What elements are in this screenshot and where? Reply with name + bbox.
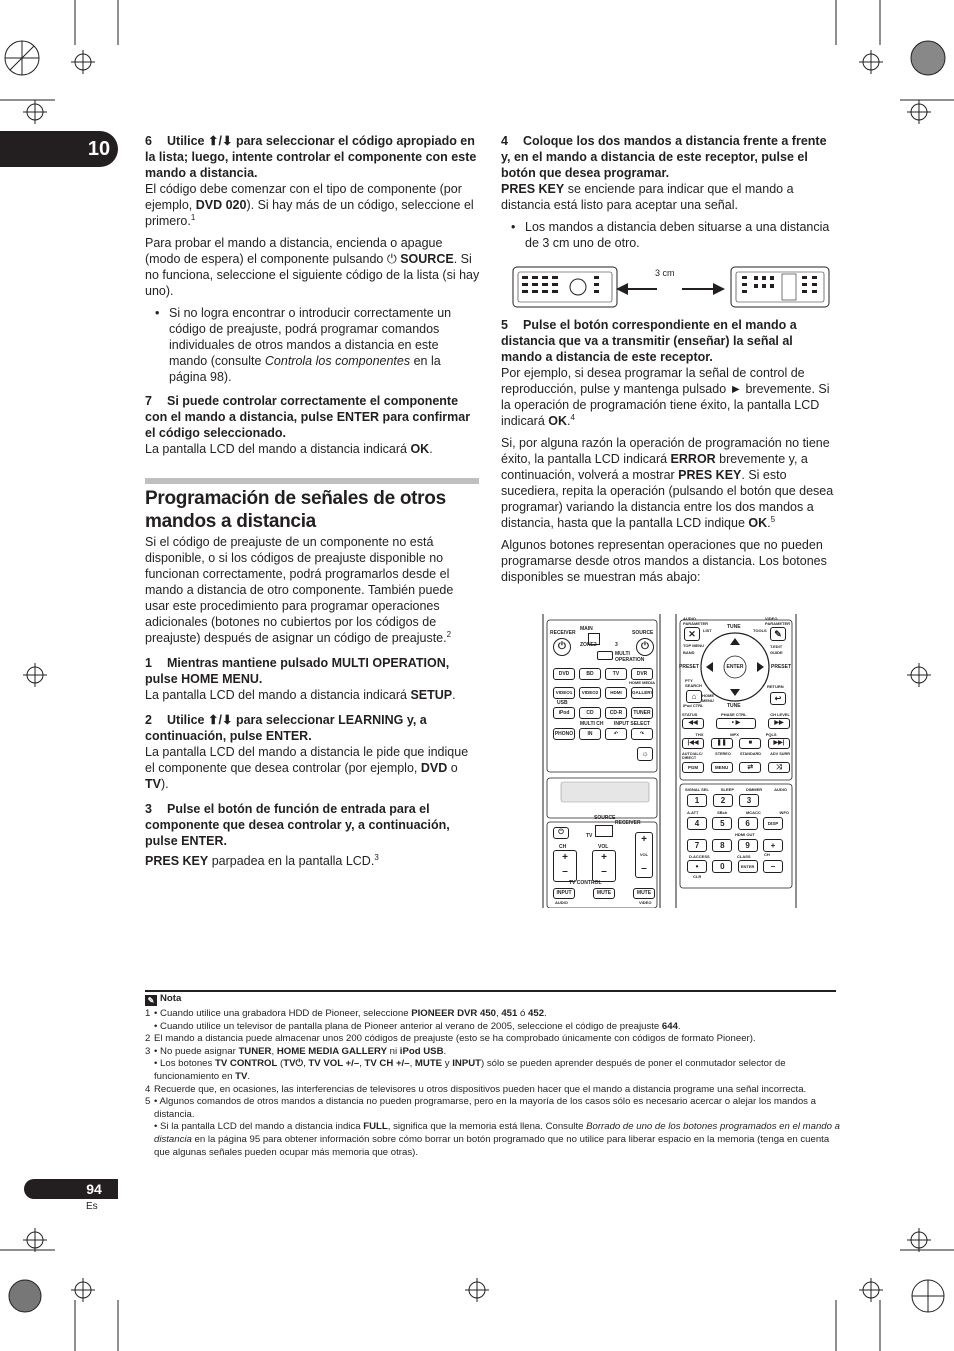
zone2-label: ZONE2 bbox=[580, 642, 597, 648]
phase-ctrl-label: PHASE CTRL bbox=[721, 712, 747, 717]
page-number: 94 bbox=[86, 1181, 102, 1197]
tv-power-button[interactable] bbox=[553, 827, 569, 839]
keypad-row-1-labels bbox=[685, 787, 787, 793]
chapter-number: 10 bbox=[87, 138, 111, 160]
phono-button[interactable]: PHONO bbox=[553, 728, 575, 740]
step-6: 6 Utilice ⬆/⬇ para seleccionar el código apropiado en la lista; luego, intente controlar el componente con este mando a distancia. bbox=[145, 134, 477, 180]
step-7-body: La pantalla LCD del mando a distancia indicará OK. bbox=[145, 442, 433, 456]
keypad-row-2 bbox=[687, 817, 783, 830]
step-4: 4 Coloque los dos mandos a distancia frente a frente y, en el mando a distancia de este receptor, pulse el botón que desea programar. bbox=[501, 134, 827, 180]
wrench-icon: ✎ bbox=[774, 629, 782, 639]
light-button[interactable] bbox=[637, 747, 653, 761]
key-3[interactable]: 3 bbox=[739, 794, 759, 807]
input-row-1 bbox=[553, 668, 653, 680]
note-3b: • Los botones TV CONTROL (TV⏻, TV VOL +/–, TV CH +/–, MUTE y INPUT) sólo se pueden aprender después de poner el conmutador selector de funcionamiento en TV. bbox=[154, 1058, 786, 1082]
step-5-body-b: Si, por alguna razón la operación de programación no tiene éxito, la pantalla LCD indicará ERROR brevemente y, a continuación, volverá a mostrar PRES KEY. Si esto sucediera, repita la operación (pulsando el botón que desea programar) variando la distancia entre los dos mandos a distancia, hasta que la pantalla LCD indique OK.$^5$ bbox=[501, 436, 834, 530]
return-icon: ↩ bbox=[774, 694, 782, 703]
power-icon: ⏻ bbox=[386, 252, 397, 266]
step-1: 1 Mientras mantiene pulsado MULTI OPERATION, pulse HOME MENU. bbox=[145, 656, 450, 686]
preset-right-label: PRESET bbox=[771, 664, 792, 670]
light-icon: ☼ bbox=[641, 749, 649, 758]
input-select-left-button[interactable]: ↶ bbox=[605, 728, 627, 740]
source-label: SOURCE bbox=[632, 630, 654, 636]
step-6-test: Para probar el mando a distancia, encienda o apague (modo de espera) el componente pulsando ⏻ SOURCE. Si no funciona, seleccione el siguiente código de la lista (si hay uno). bbox=[145, 236, 480, 298]
pqls-label: PQLS bbox=[765, 732, 777, 737]
dvr-button[interactable]: DVR bbox=[631, 668, 653, 680]
tv-input-button[interactable]: INPUT bbox=[553, 888, 575, 899]
notes-header: ✎ Nota bbox=[145, 993, 181, 1006]
tune-up-label: TUNE bbox=[727, 624, 741, 630]
auto-alc-direct-label: AUTO/ALC/ DIRECT bbox=[682, 752, 703, 760]
multi-ch-label: MULTI CH bbox=[580, 721, 604, 727]
receiver-mute-button[interactable]: MUTE bbox=[633, 888, 655, 899]
t-edit-label: T.EDIT bbox=[770, 644, 783, 649]
step-5-body-c: Algunos botones representan operaciones que no pueden programarse desde otros mandos a distancia. Los botones disponibles se muestran más abajo: bbox=[501, 538, 827, 584]
input-row-4 bbox=[553, 728, 653, 740]
main-label: MAIN bbox=[580, 626, 593, 632]
right-column-lower bbox=[501, 317, 836, 585]
cd-button[interactable]: CD bbox=[579, 707, 601, 719]
ch-label: CH bbox=[764, 852, 770, 857]
step-3-body: PRES KEY parpadea en la pantalla LCD.$^3$ bbox=[145, 852, 379, 868]
input-row-3 bbox=[553, 707, 653, 719]
note-4: 4 Recuerde que, en ocasiones, las interferencias de televisores u otros dispositivos pueden hacer que el mando a distancia programe una señal incorrecta. bbox=[145, 1083, 807, 1095]
multi-operation-label: MULTI OPERATION bbox=[615, 651, 645, 663]
step-1-body: La pantalla LCD del mando a distancia indicará SETUP. bbox=[145, 688, 456, 702]
video1-button[interactable]: VIDEO1 bbox=[553, 687, 575, 699]
keypad-enter-button[interactable]: ENTER bbox=[738, 860, 758, 873]
left-column-lower bbox=[145, 534, 480, 869]
left-column bbox=[145, 133, 480, 457]
hdmi-button[interactable]: HDMI bbox=[605, 687, 627, 699]
enter-button[interactable]: ENTER bbox=[726, 664, 744, 670]
key-2[interactable]: 2 bbox=[713, 794, 733, 807]
receiver-vol-label: VOL bbox=[639, 852, 649, 857]
stop-button[interactable]: ■ bbox=[739, 738, 761, 749]
hdmi-out-label: HDMI OUT bbox=[735, 832, 755, 837]
keypad-row-1 bbox=[687, 794, 783, 807]
step-2-body: La pantalla LCD del mando a distancia le pide que indique el componente que desea controlar (por ejemplo, DVD o TV). bbox=[145, 745, 469, 791]
notes-rule bbox=[145, 990, 836, 992]
rewind-button[interactable]: ◀◀ bbox=[682, 718, 704, 729]
standard-label: STANDARD bbox=[739, 752, 761, 756]
pgm-button[interactable]: PGM bbox=[682, 762, 704, 773]
tv-source-label: SOURCE bbox=[594, 815, 616, 821]
shuffle-button[interactable]: ⤨ bbox=[768, 762, 790, 773]
previous-button[interactable]: |◀◀ bbox=[682, 738, 704, 749]
step-6-bullets bbox=[145, 305, 480, 385]
disp-button[interactable]: DISP bbox=[763, 817, 783, 830]
key-5[interactable]: 5 bbox=[712, 817, 732, 830]
cd-r-button[interactable]: CD-R bbox=[605, 707, 627, 719]
bd-button[interactable]: BD bbox=[579, 668, 601, 680]
note-icon: ✎ bbox=[145, 995, 157, 1006]
info-label: INFO bbox=[779, 810, 789, 815]
section-rule bbox=[145, 478, 479, 484]
keypad-row-3 bbox=[687, 839, 783, 852]
multi-ch-in-button[interactable]: IN bbox=[579, 728, 601, 740]
note-1: 1 • Cuando utilice una grabadora HDD de Pioneer, seleccione PIONEER DVR 450, 451 ó 452. bbox=[145, 1008, 547, 1019]
pty-search-label: PTY SEARCH bbox=[685, 678, 702, 688]
step-6-body: El código debe comenzar con el tipo de componente (por ejemplo, DVD 020). Si hay más de un código, seleccione el primero.$^1$ bbox=[145, 182, 474, 228]
class-label: CLASS bbox=[737, 854, 751, 859]
tv-button[interactable]: TV bbox=[605, 668, 627, 680]
audio-parameter-button[interactable]: ✕ bbox=[684, 627, 700, 641]
power-icon: ⏻ bbox=[558, 829, 564, 836]
stereo-label: STEREO bbox=[715, 752, 731, 756]
clr-label: CLR bbox=[693, 874, 702, 879]
transport-row-2 bbox=[682, 738, 790, 749]
preset-left-label: PRESET bbox=[679, 664, 700, 670]
receiver-vol-rocker[interactable]: + VOL – bbox=[635, 832, 653, 878]
power-icon: ⏻ bbox=[295, 1058, 304, 1070]
tv-vol-label: VOL bbox=[598, 844, 609, 850]
input-select-label: INPUT SELECT bbox=[614, 721, 651, 727]
note-3: 3 • No puede asignar TUNER, HOME MEDIA GALLERY ni iPod USB. bbox=[145, 1045, 447, 1057]
return-label: RETURN bbox=[767, 684, 784, 689]
key-4[interactable]: 4 bbox=[687, 817, 707, 830]
audio-bottom-label: AUDIO bbox=[555, 900, 568, 905]
tuner-button[interactable]: TUNER bbox=[631, 707, 653, 719]
down-arrow-icon: ⬇ bbox=[221, 713, 233, 727]
video-parameter-label: VIDEO PARAMETER bbox=[765, 616, 791, 626]
multi-operation-button[interactable] bbox=[597, 651, 613, 660]
play-button[interactable]: • ▶ bbox=[716, 718, 756, 729]
tune-down-label: TUNE bbox=[727, 703, 741, 709]
note-2: 2 El mando a distancia puede almacenar unos 200 códigos de preajuste (esto se ha comprobado únicamente con códigos de formato Pioneer). bbox=[145, 1033, 756, 1045]
key-1[interactable]: 1 bbox=[687, 794, 707, 807]
note-5b: • Si la pantalla LCD del mando a distancia indica FULL, significa que la memoria está llena. Consulte Borrado de uno de los botones programados en el mando a distancia en la página 95 para obtener información sobre cómo borrar un botón programado que no utilice para liberar espacio en la memoria (tenga en cuenta que algunas señales pueden ocupar más memoria que otras). bbox=[154, 1121, 840, 1158]
video2-button[interactable]: VIDEO2 bbox=[579, 687, 601, 699]
home-media-label: HOME MEDIA bbox=[629, 680, 655, 685]
up-arrow-icon: ⬆ bbox=[208, 134, 219, 148]
step-3: 3 Pulse el botón de función de entrada para el componente que desea controlar y, a continuación, pulse ENTER. bbox=[145, 802, 450, 848]
tools-label: TOOLS bbox=[753, 628, 767, 633]
surround-row-labels bbox=[682, 752, 790, 760]
tv-switch-label: TV bbox=[586, 833, 593, 839]
list-item: • Los mandos a distancia deben situarse a una distancia de 3 cm uno de otro. bbox=[501, 219, 836, 251]
receiver-power-button[interactable] bbox=[553, 638, 571, 656]
return-button[interactable] bbox=[770, 692, 786, 705]
a-att-label: A.ATT bbox=[687, 810, 699, 815]
dimmer-label: DIMMER bbox=[745, 787, 763, 792]
next-button[interactable]: ▶▶| bbox=[768, 738, 790, 749]
usb-label: USB bbox=[557, 700, 568, 706]
guide-label: GUIDE bbox=[770, 650, 783, 655]
step-7: 7 Si puede controlar correctamente el componente con el mando a distancia, pulse ENTER para confirmar el código seleccionado. bbox=[145, 394, 471, 440]
key-6[interactable]: 6 bbox=[738, 817, 758, 830]
notes-list bbox=[145, 1008, 845, 1159]
step-5: 5 Pulse el botón correspondiente en el mando a distancia que va a transmitir (enseñar) la señal al mando a distancia de este receptor. bbox=[501, 318, 797, 364]
power-icon: ⏻ bbox=[558, 641, 566, 652]
down-arrow-icon: ⬇ bbox=[221, 134, 233, 148]
audio-parameter-label: AUDIO PARAMETER bbox=[683, 616, 709, 626]
ipod-ctrl-label: iPod CTRL bbox=[683, 703, 704, 708]
key-0[interactable]: 0 bbox=[712, 860, 732, 873]
home-icon: ⌂ bbox=[691, 692, 697, 701]
language-label: Es bbox=[86, 1201, 98, 1212]
input-row-2 bbox=[553, 687, 653, 699]
status-label: STATUS bbox=[682, 712, 698, 717]
menu-button[interactable]: MENU bbox=[711, 762, 733, 773]
d-access-label: D.ACCESS bbox=[689, 854, 710, 859]
tv-ch-rocker[interactable]: + – bbox=[553, 850, 577, 882]
operation-selector-switch[interactable] bbox=[595, 825, 613, 837]
distance-label: 3 cm bbox=[655, 268, 675, 278]
step-4-bullets bbox=[501, 219, 836, 251]
video-bottom-label: VIDEO bbox=[639, 900, 652, 905]
tv-receiver-label: RECEIVER bbox=[615, 820, 641, 826]
top-menu-label: TOP MENU bbox=[683, 643, 704, 648]
zone3-label: 3 bbox=[615, 642, 618, 648]
key-9[interactable]: 9 bbox=[738, 839, 758, 852]
sb-ch-label: SBch bbox=[717, 810, 728, 815]
tv-mute-button[interactable]: MUTE bbox=[593, 888, 615, 899]
receiver-label: RECEIVER bbox=[550, 630, 576, 636]
input-select-right-button[interactable]: ↷ bbox=[631, 728, 653, 740]
section-intro: Si el código de preajuste de un componente no está disponible, o si los códigos de preajuste disponible no funcionan correctamente, podrá programarlos desde el mando a distancia de otro componente. También puede usar este procedimiento para programar operaciones adicionales (botones no cubiertos por los códigos de preajuste) después de asignar un código de preajuste.$^2$ bbox=[145, 535, 454, 645]
band-label: BAND bbox=[683, 650, 695, 655]
mcacc-label: MCACC bbox=[745, 810, 761, 815]
tv-vol-rocker[interactable]: + – bbox=[592, 850, 616, 882]
sleep-label: SLEEP bbox=[720, 787, 734, 792]
note-5: 5 • Algunos comandos de otros mandos a distancia no pueden programarse, pero en la mayoría de los casos sólo es necesario acercar o alejar los mandos a distancia. bbox=[145, 1096, 816, 1120]
right-column bbox=[501, 133, 836, 251]
remotes-facing-illustration bbox=[512, 264, 830, 310]
power-icon: ⏻ bbox=[641, 641, 649, 652]
list-item: • Si no logra encontrar o introducir correctamente un código de preajuste, podrá programar comandos individuales de otros mandos a distancia en este mando (consulte Controla los componentes en la página 98). bbox=[145, 305, 480, 385]
up-arrow-icon: ⬆ bbox=[208, 713, 219, 727]
mpx-label: MPX bbox=[730, 732, 739, 737]
ipod-button[interactable]: iPod bbox=[553, 707, 575, 719]
home-menu-button[interactable] bbox=[686, 690, 702, 703]
repeat-button[interactable]: ⇄ bbox=[739, 762, 761, 773]
tv-control-label: TV CONTROL bbox=[569, 880, 602, 886]
ch-down-button[interactable]: – bbox=[763, 860, 783, 873]
ch-level-label: CH LEVEL bbox=[770, 712, 790, 717]
home-menu-label: HOME MENU bbox=[702, 693, 714, 703]
thx-label: THX bbox=[695, 732, 704, 737]
dvd-button[interactable]: DVD bbox=[553, 668, 575, 680]
signal-sel-label: SIGNAL SEL bbox=[685, 787, 709, 792]
adv-surr-label: ADV SURR bbox=[770, 752, 790, 756]
dot-button[interactable]: • bbox=[687, 860, 707, 873]
step-2: 2 Utilice ⬆/⬇ para seleccionar LEARNING y, a continuación, pulse ENTER. bbox=[145, 713, 427, 743]
transport-row-1 bbox=[682, 718, 790, 729]
step-5-body-a: Por ejemplo, si desea programar la señal de control de reproducción, pulse y mantenga pulsado ► brevemente. Si la operación de programación tiene éxito, la pantalla LCD indicará OK.$^4$ bbox=[501, 366, 830, 428]
key-8[interactable]: 8 bbox=[712, 839, 732, 852]
gallery-button[interactable]: GALLERY bbox=[631, 687, 653, 699]
key-7[interactable]: 7 bbox=[687, 839, 707, 852]
fast-forward-button[interactable]: ▶▶ bbox=[768, 718, 790, 729]
audio-label: AUDIO bbox=[774, 787, 787, 792]
remote-illustration bbox=[541, 614, 798, 908]
section-heading: Programación de señales de otros mandos a distancia bbox=[145, 488, 446, 532]
list-label: LIST bbox=[703, 628, 712, 633]
ch-up-button[interactable]: + bbox=[763, 839, 783, 852]
step-4-body: PRES KEY se enciende para indicar que el mando a distancia está listo para aceptar una señal. bbox=[501, 182, 794, 212]
tv-ch-label: CH bbox=[559, 844, 567, 850]
video-parameter-button[interactable] bbox=[770, 627, 786, 641]
surround-row bbox=[682, 762, 790, 773]
keypad-row-2-labels bbox=[687, 810, 789, 816]
pause-button[interactable]: ❚❚ bbox=[711, 738, 733, 749]
note-1b: • Cuando utilice un televisor de pantalla plana de Pioneer anterior al verano de 2005, seleccione el código de preajuste 644. bbox=[154, 1020, 681, 1032]
keypad-row-4 bbox=[687, 860, 783, 873]
